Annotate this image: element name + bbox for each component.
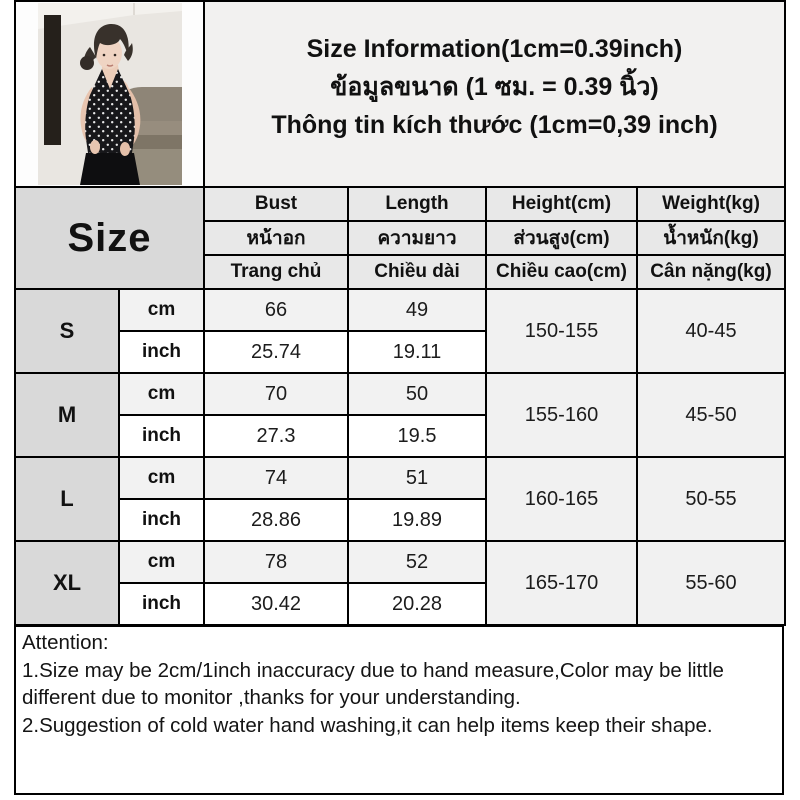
col-weight-en: Weight(kg) <box>637 187 785 221</box>
unit-inch-l: inch <box>119 499 204 541</box>
size-chart-table <box>14 0 786 626</box>
attention-notes <box>14 626 784 795</box>
row-m-cm <box>15 373 785 415</box>
xl-height-range: 165-170 <box>486 541 637 625</box>
col-length-vi: Chiều dài <box>348 255 486 289</box>
col-height-th: ส่วนสูง(cm) <box>486 221 637 255</box>
m-bust-cm: 70 <box>204 373 348 415</box>
l-height-range: 160-165 <box>486 457 637 541</box>
product-photo-cell <box>15 1 204 187</box>
row-xl-cm <box>15 541 785 583</box>
s-length-cm: 49 <box>348 289 486 331</box>
s-length-inch: 19.11 <box>348 331 486 373</box>
size-label-l: L <box>15 457 119 541</box>
black-skirt <box>80 153 140 185</box>
header-row-en <box>15 187 785 221</box>
unit-inch-xl: inch <box>119 583 204 625</box>
xl-bust-cm: 78 <box>204 541 348 583</box>
s-weight-range: 40-45 <box>637 289 785 373</box>
unit-cm-s: cm <box>119 289 204 331</box>
title-english: Size Information(1cm=0.39inch) <box>306 35 683 63</box>
attention-heading: Attention: <box>22 631 109 654</box>
l-bust-cm: 74 <box>204 457 348 499</box>
unit-cm-xl: cm <box>119 541 204 583</box>
l-length-inch: 19.89 <box>348 499 486 541</box>
title-thai: ข้อมูลขนาด (1 ซม. = 0.39 นิ้ว) <box>330 73 659 101</box>
unit-cm-m: cm <box>119 373 204 415</box>
row-s-cm <box>15 289 785 331</box>
row-l-cm <box>15 457 785 499</box>
model-photo-illustration <box>38 3 182 185</box>
l-bust-inch: 28.86 <box>204 499 348 541</box>
attention-note-1: 1.Size may be 2cm/1inch inaccuracy due to hand measure,Color may be little different due to monitor ,thanks for your understanding. <box>22 658 724 709</box>
col-height-vi: Chiều cao(cm) <box>486 255 637 289</box>
s-bust-inch: 25.74 <box>204 331 348 373</box>
col-bust-en: Bust <box>204 187 348 221</box>
unit-inch-s: inch <box>119 331 204 373</box>
size-header-cell: Size <box>15 187 204 289</box>
xl-length-inch: 20.28 <box>348 583 486 625</box>
model-figure <box>80 24 140 185</box>
xl-length-cm: 52 <box>348 541 486 583</box>
l-weight-range: 50-55 <box>637 457 785 541</box>
size-label-m: M <box>15 373 119 457</box>
size-label-xl: XL <box>15 541 119 625</box>
title-cell <box>204 1 785 187</box>
m-length-cm: 50 <box>348 373 486 415</box>
m-length-inch: 19.5 <box>348 415 486 457</box>
col-length-en: Length <box>348 187 486 221</box>
s-bust-cm: 66 <box>204 289 348 331</box>
m-height-range: 155-160 <box>486 373 637 457</box>
col-length-th: ความยาว <box>348 221 486 255</box>
col-weight-vi: Cân nặng(kg) <box>637 255 785 289</box>
title-vietnamese: Thông tin kích thước (1cm=0,39 inch) <box>271 111 718 139</box>
m-weight-range: 45-50 <box>637 373 785 457</box>
photo-title-row <box>15 1 785 187</box>
unit-cm-l: cm <box>119 457 204 499</box>
xl-bust-inch: 30.42 <box>204 583 348 625</box>
size-label-s: S <box>15 289 119 373</box>
col-bust-th: หน้าอก <box>204 221 348 255</box>
col-weight-th: น้ำหนัก(kg) <box>637 221 785 255</box>
s-height-range: 150-155 <box>486 289 637 373</box>
xl-weight-range: 55-60 <box>637 541 785 625</box>
product-photo <box>16 3 203 185</box>
dark-panel <box>44 15 61 145</box>
col-bust-vi: Trang chủ <box>204 255 348 289</box>
col-height-en: Height(cm) <box>486 187 637 221</box>
m-bust-inch: 27.3 <box>204 415 348 457</box>
attention-note-2: 2.Suggestion of cold water hand washing,it can help items keep their shape. <box>22 713 713 737</box>
l-length-cm: 51 <box>348 457 486 499</box>
unit-inch-m: inch <box>119 415 204 457</box>
